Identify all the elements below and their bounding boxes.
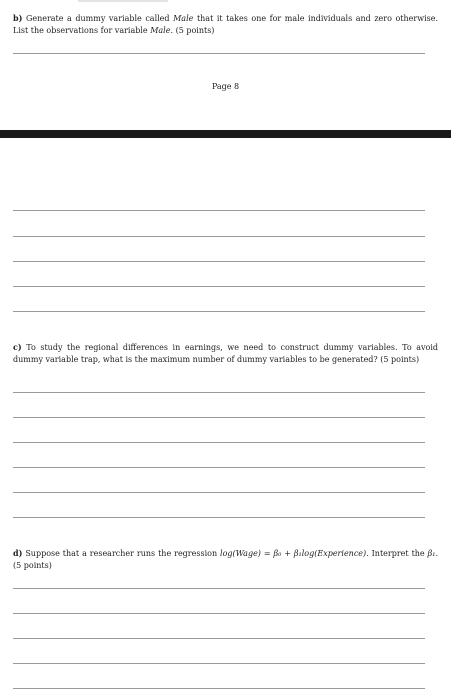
page-number: Page 8 xyxy=(211,82,240,91)
answer-line xyxy=(13,517,425,518)
page-break-bar xyxy=(0,130,451,138)
answer-line xyxy=(13,417,425,418)
answer-line xyxy=(13,613,425,614)
question-d-text-1: Suppose that a researcher runs the regression xyxy=(25,549,218,558)
answer-line xyxy=(13,236,425,237)
answer-line xyxy=(13,588,425,589)
question-d-text-3: . (5 points) xyxy=(13,549,438,570)
question-b-text-3: . (5 points) xyxy=(170,25,215,35)
question-d-beta: β₁ xyxy=(427,549,436,558)
answer-line xyxy=(13,688,425,689)
question-b xyxy=(13,13,438,36)
question-c-text: To study the regional differences in earnings, we need to construct dummy variables. To avoid dummy variable trap, what is the maximum number of dummy variables to be generated? (5 points) xyxy=(13,343,439,364)
scan-artifact xyxy=(78,0,168,2)
question-d-equation: log(Wage) = β₀ + β₁log(Experience) xyxy=(220,549,367,558)
question-c xyxy=(13,342,438,365)
question-d-label: d) xyxy=(13,548,23,558)
answer-line xyxy=(13,286,425,287)
question-b-label: b) xyxy=(13,13,23,23)
answer-line xyxy=(13,53,425,54)
answer-line xyxy=(13,442,425,443)
answer-line xyxy=(13,392,425,393)
question-b-text-2: that it takes one for male individuals and zero otherwise. List the observations for variable xyxy=(13,14,439,35)
answer-line xyxy=(13,492,425,493)
answer-line xyxy=(13,261,425,262)
question-c-label: c) xyxy=(13,342,22,352)
answer-line xyxy=(13,210,425,211)
answer-line xyxy=(13,467,425,468)
question-b-variable: Male xyxy=(173,14,194,23)
question-d-text-2: . Interpret the xyxy=(366,549,425,558)
question-b-variable-2: Male xyxy=(150,25,171,35)
answer-line xyxy=(13,663,425,664)
answer-line xyxy=(13,311,425,312)
answer-line xyxy=(13,638,425,639)
question-d xyxy=(13,548,438,571)
question-b-text-1: Generate a dummy variable called xyxy=(25,14,170,23)
